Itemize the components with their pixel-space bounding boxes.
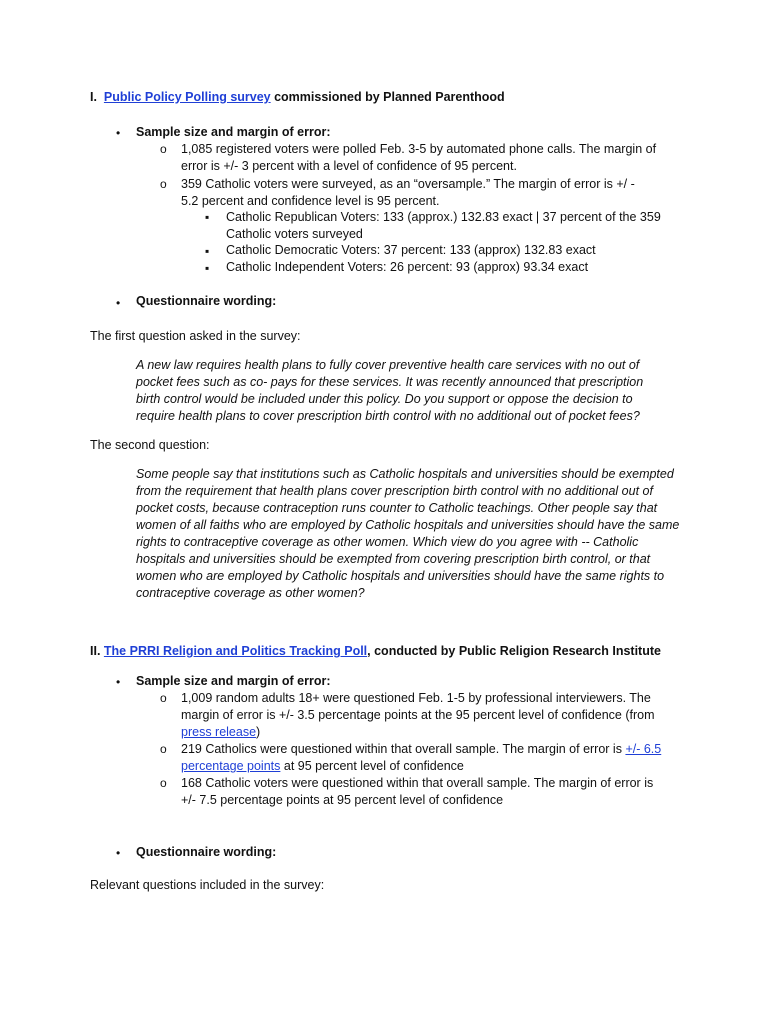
- circle-bullet-icon: o: [160, 691, 167, 705]
- prri-catholic-voters-text: 168 Catholic voters were questioned within that overall sample. The margin of error is +/- 7.5 percentage points at 95 percent level of confidence: [181, 776, 654, 807]
- square-bullet-icon: ▪: [205, 244, 210, 258]
- circle-bullet-icon: o: [160, 776, 167, 790]
- questionnaire-heading-1: Questionnaire wording:: [136, 294, 277, 308]
- section-2-number: II.: [90, 644, 101, 658]
- section-1-title-rest: commissioned by Planned Parenthood: [270, 90, 505, 104]
- ppp-sample-text: 1,085 registered voters were polled Feb. 3-5 by automated phone calls. The margin of error is +/- 3 percent with a level of confidence of 95 percent.: [181, 142, 657, 173]
- first-question-label: The first question asked in the survey:: [90, 329, 301, 343]
- catholic-independent-text: Catholic Independent Voters: 26 percent: 93 (approx) 93.34 exact: [226, 260, 589, 274]
- prri-sample-body: 1,009 random adults 18+ were questioned Feb. 1-5 by professional interviewers. The margin of error is +/- 3.5 percentage points at the 95 percent level of confidence (from: [181, 691, 655, 722]
- ppp-survey-link[interactable]: Public Policy Polling survey: [103, 90, 271, 104]
- first-question-text: A new law requires health plans to fully cover preventive health care services with no out of pocket fees such as co- pays for these services. It was recently announced that prescription birth control would be included under this policy. Do you support or oppose the decision to require health plans to cover prescription birth control with no additional out of pocket fees?: [136, 358, 644, 423]
- square-bullet-icon: ▪: [205, 261, 210, 275]
- questionnaire-heading-2: Questionnaire wording:: [136, 845, 277, 859]
- margin-of-error-link[interactable]: +/- 6.5 percentage points: [181, 742, 662, 773]
- circle-bullet-icon: o: [160, 742, 167, 756]
- second-question-text: Some people say that institutions such as Catholic hospitals and universities should be exempted from the requirement that health plans cover prescription birth control with no additional out of pocket costs, because contraception runs counter to Catholic teachings. Other people say that women of all faiths who are employed by Catholic hospitals and universities should have the same rights to contraceptive coverage as other women. Which view do you agree with -- Catholic hospitals and universities should be exempted from covering prescription birth control, or that women who are employed by Catholic hospitals and universities should have the same rights to contraceptive coverage as other women?: [136, 467, 680, 600]
- prri-catholics-end: at 95 percent level of confidence: [280, 759, 464, 773]
- prri-sample-text: [181, 690, 676, 741]
- bullet-icon: •: [116, 296, 121, 310]
- section-1-heading: [90, 89, 710, 106]
- square-bullet-icon: ▪: [205, 210, 210, 224]
- catholic-republican-text: Catholic Republican Voters: 133 (approx.) 132.83 exact | 37 percent of the 359 Catholic voters surveyed: [226, 210, 661, 241]
- prri-catholics-text: [181, 741, 681, 775]
- bullet-icon: •: [116, 675, 121, 689]
- section-1-number: I.: [90, 90, 97, 104]
- prri-poll-link[interactable]: The PRRI Religion and Politics Tracking Poll: [103, 644, 368, 658]
- catholic-democratic-text: Catholic Democratic Voters: 37 percent: 133 (approx) 132.83 exact: [226, 243, 596, 257]
- prri-sample-end: ): [256, 725, 261, 739]
- catholic-oversample-text: 359 Catholic voters were surveyed, as an “oversample.” The margin of error is +/ - 5.2 percent and confidence level is 95 percent.: [181, 177, 635, 208]
- section-2-heading: [90, 643, 730, 660]
- section-2-title-rest: , conducted by Public Religion Research Institute: [367, 644, 661, 658]
- circle-bullet-icon: o: [160, 142, 167, 156]
- sample-size-heading-2: Sample size and margin of error:: [136, 674, 331, 688]
- second-question-label: The second question:: [90, 438, 210, 452]
- circle-bullet-icon: o: [160, 177, 167, 191]
- press-release-link[interactable]: press release: [181, 725, 257, 739]
- bullet-icon: •: [116, 846, 121, 860]
- prri-catholics-body: 219 Catholics were questioned within that overall sample. The margin of error is: [181, 742, 626, 756]
- bullet-icon: •: [116, 126, 121, 140]
- sample-size-heading-1: Sample size and margin of error:: [136, 125, 331, 139]
- relevant-questions-label: Relevant questions included in the survey:: [90, 878, 325, 892]
